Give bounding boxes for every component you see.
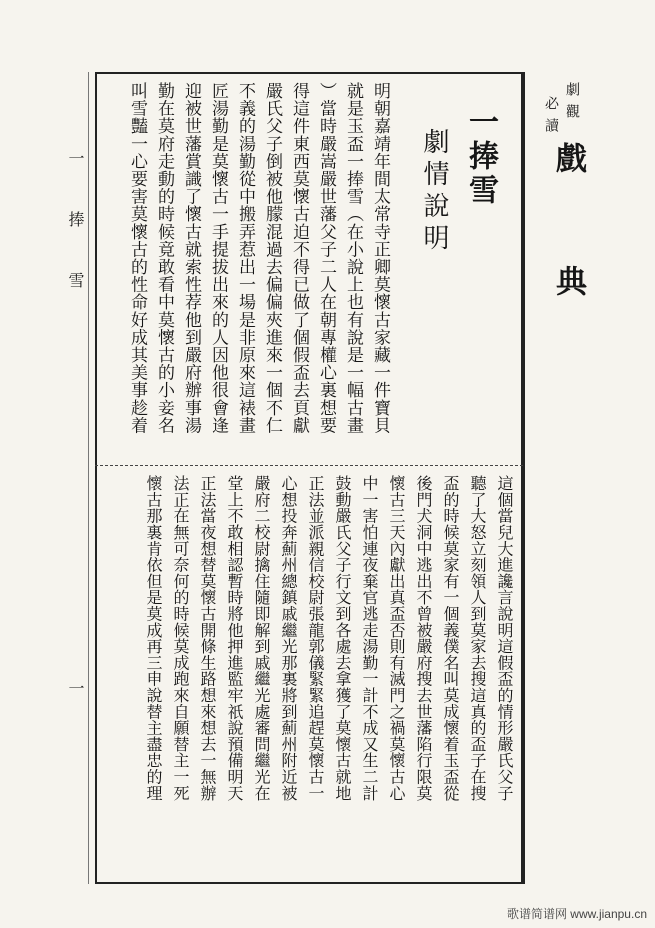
lower-column-13: 法正在無可奈何的時候莫成跑來自願替主一死 [171, 475, 190, 801]
lower-column-1: 這個當兒大進讒言說明這假盃的情形嚴氏父子 [495, 475, 514, 801]
lower-column-10: 嚴府二校尉擒住隨即解到戚繼光處審問繼光在 [252, 475, 271, 801]
upper-column-10: 叫雪豔一心要害莫懷古的性命好成其美事趁着 [127, 82, 147, 434]
series-label-right: 劇觀 [564, 82, 580, 126]
lower-column-6: 中一害怕連夜棄官逃走湯勤一計不成又生二計 [360, 475, 379, 801]
upper-column-5: 嚴氏父子倒被他朦混過去偏偏夾進來一個不仁 [262, 82, 282, 434]
page-mark: 一 [66, 680, 85, 696]
article-subtitle: 劇情說明 [419, 128, 449, 256]
lower-column-8: 正法並派親信校尉張龍郭儀緊緊追趕莫懷古一 [306, 475, 325, 801]
section-divider [95, 465, 523, 466]
upper-column-9: 勤在莫府走動的時候竟敢看中莫懷古的小妾名 [154, 82, 174, 434]
lower-column-5: 懷古三天內獻出真盃否則有滅門之禍莫懷古心 [387, 475, 406, 801]
lower-column-11: 堂上不敢相認暫時將他押進監牢祇說預備明天 [225, 475, 244, 801]
upper-column-6: 不義的湯勤從中搬弄惹出一場是非原來這裱畫 [235, 82, 255, 434]
journal-logo: 戲 典 [550, 142, 586, 324]
lower-column-12: 正法當夜想替莫懷古開條生路想來想去一無辦 [198, 475, 217, 801]
edge-rule [88, 72, 89, 884]
margin-running-title: 一捧雪 [66, 150, 85, 333]
header-divider [523, 72, 525, 884]
upper-column-2: 就是玉盃一捧雪（在小說上也有說是一幅古畫 [343, 82, 363, 434]
watermark: 歌谱简谱网 www.jianpu.cn [506, 907, 647, 921]
article-title: 一捧雪 [463, 106, 498, 208]
lower-column-9: 心想投奔薊州總鎮戚繼光那裏將到薊州附近被 [279, 475, 298, 801]
series-label-left: 必讀 [543, 96, 559, 140]
lower-column-7: 鼓動嚴氏父子行文到各處去拿獲了莫懷古就地 [333, 475, 352, 801]
lower-column-3: 盃的時候莫家有一個義僕名叫莫成懷着玉盃從 [441, 475, 460, 801]
upper-column-8: 迎被世藩賞識了懷古就索性荐他到嚴府辦事湯 [181, 82, 201, 434]
lower-column-2: 聽了大怒立刻領人到莫家去搜這真的盃子在搜 [468, 475, 487, 801]
upper-column-1: 明朝嘉靖年間太常寺正卿莫懷古家藏一件寶貝 [370, 82, 390, 434]
lower-column-4: 後門犬洞中逃出不曾被嚴府搜去世藩陷行限莫 [414, 475, 433, 801]
lower-column-14: 懷古那裏肯依但是莫成再三申說替主盡忠的理 [144, 475, 163, 801]
upper-column-3: ）當時嚴嵩嚴世藩父子二人在朝專權心裏想要 [316, 82, 336, 434]
upper-column-7: 匠湯勤是莫懷古一手提拔出來的人因他很會逢 [208, 82, 228, 434]
upper-column-4: 得這件東西莫懷古迫不得已做了個假盃去頁獻 [289, 82, 309, 434]
